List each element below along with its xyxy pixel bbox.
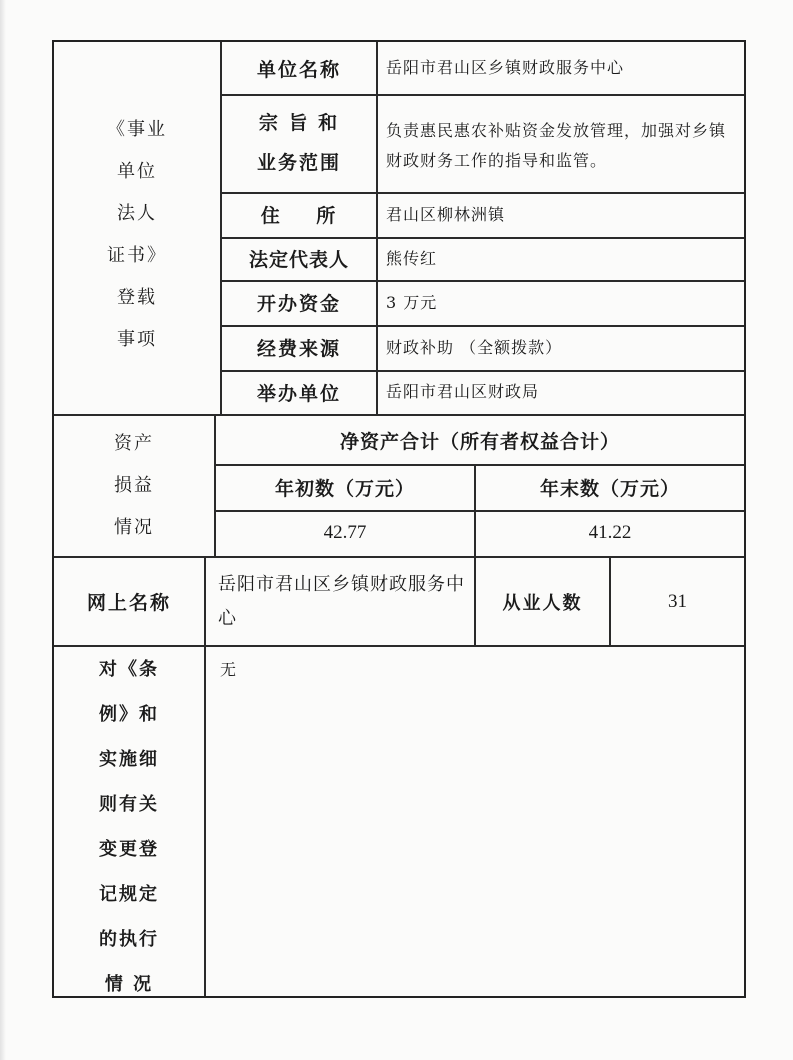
year-begin-header: 年初数（万元）	[274, 477, 415, 500]
address-value: 君山区柳林洲镇	[386, 204, 506, 224]
staff-count-value: 31	[668, 590, 687, 612]
staff-count-label: 从业人数	[502, 592, 583, 614]
funding-source-label: 经费来源	[256, 338, 341, 360]
sponsor-unit-value: 岳阳市君山区财政局	[386, 382, 540, 401]
address-label: 住 所	[260, 205, 338, 227]
year-end-value: 41.22	[588, 522, 632, 543]
unit-name-value: 岳阳市君山区乡镇财政服务中心	[386, 58, 625, 77]
startup-capital-value: 3 万元	[386, 292, 438, 312]
registration-form-table	[52, 40, 746, 998]
net-assets-header: 净资产合计（所有者权益合计）	[339, 430, 620, 453]
scan-edge	[0, 0, 6, 1060]
online-name-label: 网上名称	[86, 592, 171, 614]
legal-representative-label: 法定代表人	[248, 249, 349, 271]
assets-section-label: 资产 损益 情况	[114, 433, 154, 538]
online-name-value: 岳阳市君山区乡镇财政服务中心	[218, 573, 465, 629]
year-begin-value: 42.77	[323, 522, 367, 543]
funding-source-value: 财政补助 （全额拨款）	[386, 337, 563, 357]
regulation-value: 无	[220, 660, 238, 679]
year-end-header: 年末数（万元）	[539, 477, 680, 500]
purpose-scope-value: 负责惠民惠农补贴资金发放管理，加强对乡镇财政财务工作的指导和监管。	[386, 121, 727, 170]
registration-section-label: 《事业 单位 法人 证书》 登载 事项	[107, 119, 167, 350]
regulation-section-label: 对《条 例》和 实施细 则有关 变更登 记规定 的执行 情 况	[99, 659, 159, 995]
startup-capital-label: 开办资金	[256, 293, 341, 315]
unit-name-label: 单位名称	[256, 58, 341, 81]
sponsor-unit-label: 举办单位	[256, 382, 341, 405]
purpose-scope-label: 宗 旨 和 业务范围	[256, 112, 341, 174]
legal-representative-value: 熊传红	[386, 248, 438, 268]
